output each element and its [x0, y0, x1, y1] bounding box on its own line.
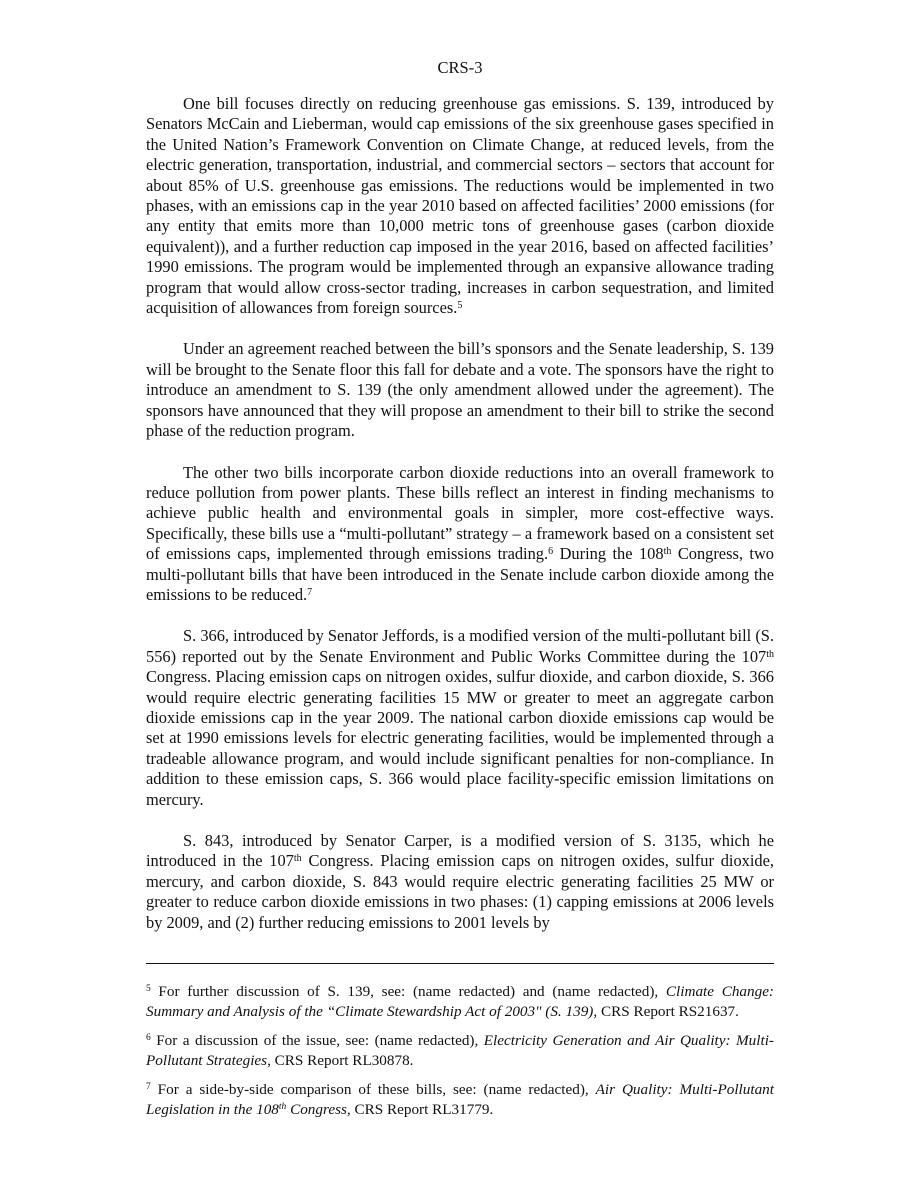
footnote-7	[146, 1080, 774, 1120]
paragraph-text: Congress. Placing emission caps on nitrogen oxides, sulfur dioxide, and carbon dioxide, S. 366 would require electric generating facilities 15 MW or greater to meet an aggregate carbon dioxide emissions cap in the year 2009. The national carbon dioxide emissions cap would be set at 1990 emissions levels for electric generating facilities, would be implemented through a tradeable allowance program, and would include significant penalties for non-compliance. In addition to these emission caps, S. 366 would place facility-specific emission limitations on mercury.	[146, 667, 774, 809]
paragraph-text: S. 366, introduced by Senator Jeffords, is a modified version of the multi-pollutant bill (S. 556) reported out by the Senate Environment and Public Works Committee during the 107	[146, 626, 774, 666]
footnote-ref[interactable]: 7	[307, 586, 313, 598]
ordinal-suffix: th	[663, 546, 672, 558]
paragraph-senate-agreement	[146, 339, 774, 441]
footnote-text: , CRS Report RL30878.	[267, 1052, 414, 1069]
footnote-title-part: Congress	[286, 1101, 347, 1118]
footnote-number: 5	[146, 984, 151, 994]
paragraph-multi-pollutant	[146, 463, 774, 606]
footnote-ref[interactable]: 5	[457, 300, 463, 312]
paragraph-s366	[146, 626, 774, 810]
footnote-text: For further discussion of S. 139, see: (name redacted) and (name redacted),	[150, 983, 666, 1000]
footnote-number: 6	[146, 1033, 151, 1043]
body-text	[146, 94, 774, 954]
footnote-6	[146, 1031, 774, 1071]
ordinal-suffix: th	[293, 853, 302, 865]
paragraph-s843	[146, 831, 774, 933]
paragraph-text: S. 843, introduced by Senator Carper, is a modified version of S. 3135, which he introduced in the 107	[146, 831, 774, 871]
footnote-ref[interactable]: 6	[548, 546, 554, 558]
page-number: CRS-3	[437, 58, 483, 77]
paragraph-text: Congress, two multi-pollutant bills that have been introduced in the Senate include carbon dioxide among the emissions to be reduced.	[146, 544, 774, 604]
footnote-text: , CRS Report RS21637.	[593, 1003, 739, 1020]
footnote-title: Electricity Generation and Air Quality: Multi-Pollutant Strategies	[146, 1032, 774, 1069]
footnotes	[146, 982, 774, 1129]
paragraph-s139-summary	[146, 94, 774, 318]
footnote-divider	[146, 963, 774, 964]
paragraph-text: Congress. Placing emission caps on nitrogen oxides, sulfur dioxide, mercury, and carbon dioxide, S. 843 would require electric generating facilities 25 MW or greater to reduce carbon dioxide emissions in two phases: (1) capping emissions at 2006 levels by 2009, and (2) further reducing emissions to 2001 levels by	[146, 851, 774, 932]
paragraph-text: The other two bills incorporate carbon dioxide reductions into an overall framework to reduce pollution from power plants. These bills reflect an interest in finding mechanisms to achieve public health and environmental goals in simpler, more cost-effective ways. Specifically, these bills use a “multi-pollutant” strategy – a framework based on a consistent set of emissions caps, implemented through emissions trading.	[146, 462, 774, 564]
footnote-5	[146, 982, 774, 1022]
footnote-number: 7	[146, 1082, 151, 1092]
footnote-title-part: Air Quality: Multi-Pollutant Legislation in the 108	[146, 1081, 774, 1118]
footnote-title: Climate Change: Summary and Analysis of the “Climate Stewardship Act of 2003" (S. 139)	[146, 983, 774, 1020]
footnote-text: , CRS Report RL31779.	[346, 1101, 494, 1118]
paragraph-text: During the 108	[553, 544, 664, 564]
ordinal-suffix: th	[278, 1102, 287, 1112]
ordinal-suffix: th	[766, 648, 774, 660]
footnote-text: For a side-by-side comparison of these bills, see: (name redacted),	[150, 1081, 596, 1098]
paragraph-text: Under an agreement reached between the bill’s sponsors and the Senate leadership, S. 139 will be brought to the Senate floor this fall for debate and a vote. The sponsors have the right to introduce an amendment to S. 139 (the only amendment allowed under the agreement). The sponsors have announced that they will propose an amendment to their bill to strike the second phase of the reduction program.	[146, 339, 774, 441]
footnote-text: For a discussion of the issue, see: (name redacted),	[150, 1032, 484, 1049]
paragraph-text: One bill focuses directly on reducing greenhouse gas emissions. S. 139, introduced by Senators McCain and Lieberman, would cap emissions of the six greenhouse gases specified in the United Nation’s Framework Convention on Climate Change, at reduced levels, from the electric generation, transportation, industrial, and commercial sectors – sectors that account for about 85% of U.S. greenhouse gas emissions. The reductions would be implemented in two phases, with an emissions cap in the year 2010 based on affected facilities’ 2000 emissions (for any entity that emits more than 10,000 metric tons of greenhouse gases (carbon dioxide equivalent)), and a further reduction cap imposed in the year 2016, based on affected facilities’ 1990 emissions. The program would be implemented through an expansive allowance trading program that would allow cross-sector trading, increases in carbon sequestration, and limited acquisition of allowances from foreign sources.	[146, 94, 774, 318]
